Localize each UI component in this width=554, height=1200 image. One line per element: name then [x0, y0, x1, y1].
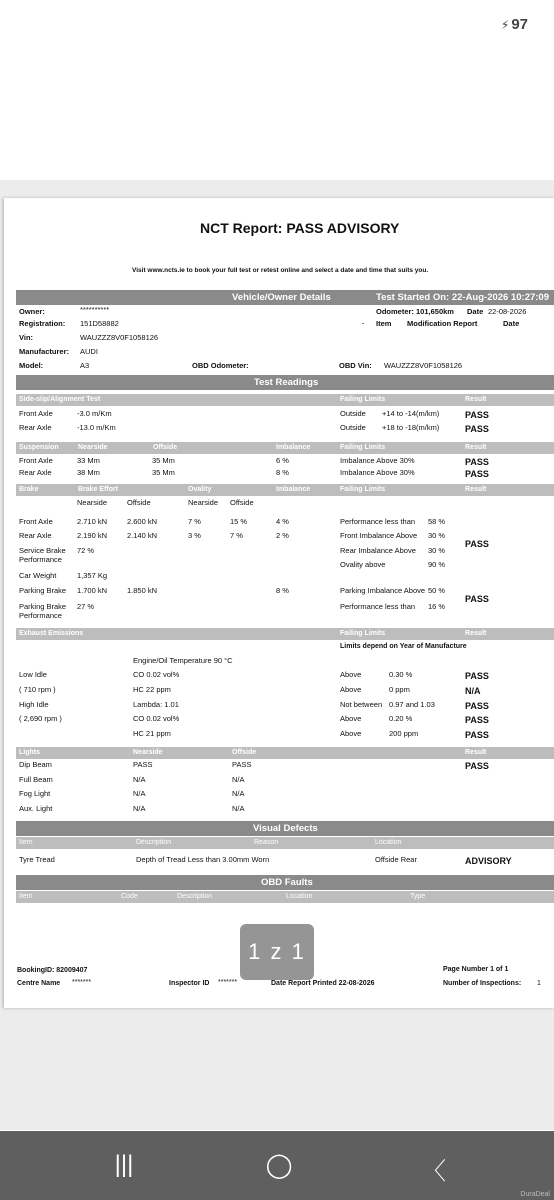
- brake-rear-off: 2.140 kN: [127, 531, 158, 540]
- brake-front-near: 2.710 kN: [77, 517, 108, 526]
- model-value: A3: [80, 361, 90, 370]
- odometer: Odometer: 101,650km: [376, 307, 454, 316]
- brake-limit-perf-value: 58 %: [428, 517, 446, 526]
- lights-row-label: Aux. Light: [19, 804, 53, 813]
- exhaust-header: [16, 628, 554, 640]
- lights-row-label: Full Beam: [19, 775, 53, 784]
- brake-rear-label: Rear Axle: [19, 531, 52, 540]
- back-icon: 〈: [422, 1158, 446, 1185]
- brake-ov-sub-offside: Offside: [230, 498, 254, 507]
- exhaust-row-result: PASS: [465, 671, 489, 681]
- home-button[interactable]: [259, 1151, 299, 1181]
- lights-row-off: PASS: [232, 760, 252, 769]
- obd-type-header: Type: [410, 893, 426, 900]
- inspector-id-label: Inspector ID: [169, 980, 210, 987]
- car-weight-value: 1,357 Kg: [77, 571, 108, 580]
- manufacturer-label: Manufacturer:: [19, 347, 70, 356]
- brake-limit-front-imb: Front Imbalance Above: [340, 531, 418, 540]
- lights-result-header: Result: [465, 749, 487, 756]
- parking-perf-label: Parking Brake Performance: [19, 602, 67, 620]
- obd-odometer-label: OBD Odometer:: [192, 361, 249, 370]
- brake-title: Brake: [19, 486, 39, 493]
- status-bar: [0, 0, 554, 50]
- modification-report: Modification Report: [407, 319, 478, 328]
- brake-rear-ov-off: 7 %: [230, 531, 243, 540]
- suspension-front-label: Front Axle: [19, 456, 53, 465]
- brake-limits-header: Failing Limits: [340, 486, 386, 493]
- date-value: 22-08-2026: [488, 307, 527, 316]
- exhaust-row-result: PASS: [465, 701, 489, 711]
- exhaust-row-compare: Not between: [340, 700, 383, 709]
- recents-button[interactable]: [104, 1151, 144, 1181]
- brake-limit-rear-imb-value: 30 %: [428, 546, 446, 555]
- parking-brake-off: 1.850 kN: [127, 586, 158, 595]
- visual-defects-bar: [16, 821, 554, 836]
- parking-limit-perf: Performance less than: [340, 602, 416, 611]
- suspension-result-header: Result: [465, 444, 487, 451]
- exhaust-row-compare: Above: [340, 729, 362, 738]
- suspension-front-imb: 6 %: [276, 456, 289, 465]
- registration-value: 151D58882: [80, 319, 119, 328]
- exhaust-row-compare: Above: [340, 714, 362, 723]
- parking-brake-result: PASS: [465, 594, 489, 604]
- service-brake-label: Service Brake Performance: [19, 546, 66, 564]
- exhaust-row-result: PASS: [465, 715, 489, 725]
- parking-brake-label: Parking Brake: [19, 586, 67, 595]
- suspension-imbalance-header: Imbalance: [276, 444, 311, 451]
- car-weight-label: Car Weight: [19, 571, 57, 580]
- sideslip-limits-header: Failing Limits: [340, 396, 386, 403]
- lights-row-near: N/A: [133, 804, 146, 813]
- sideslip-rear-label: Rear Axle: [19, 423, 52, 432]
- sideslip-front-limit: +14 to -14(m/km): [382, 409, 440, 418]
- suspension-front-off: 35 Mm: [152, 456, 175, 465]
- defect-item: Tyre Tread: [19, 855, 55, 864]
- watermark: DuraDeal: [520, 1191, 550, 1198]
- brake-limit-front-imb-value: 30 %: [428, 531, 446, 540]
- suspension-offside-header: Offside: [153, 444, 178, 451]
- lights-row-near: N/A: [133, 789, 146, 798]
- sideslip-rear-limit: +18 to -18(m/km): [382, 423, 440, 432]
- defect-description: Depth of Tread Less than 3.00mm Worn: [136, 855, 270, 864]
- exhaust-row-limit: 0.97 and 1.03: [389, 700, 435, 709]
- exhaust-row-label: ( 2,690 rpm ): [19, 714, 62, 723]
- parking-brake-imb: 8 %: [276, 586, 289, 595]
- suspension-rear-result: PASS: [465, 469, 489, 479]
- defects-header: [16, 837, 554, 849]
- brake-rear-imb: 2 %: [276, 531, 289, 540]
- brake-sub-nearside: Nearside: [77, 498, 108, 507]
- lights-row-label: Fog Light: [19, 789, 51, 798]
- sideslip-front-result: PASS: [465, 410, 489, 420]
- exhaust-row-reading: HC 22 ppm: [133, 685, 171, 694]
- sideslip-result-header: Result: [465, 396, 487, 403]
- obd-faults-bar: [16, 875, 554, 890]
- lights-row-off: N/A: [232, 775, 245, 784]
- engine-temp: Engine/Oil Temperature 90 °C: [133, 656, 233, 665]
- owner-label: Owner:: [19, 307, 45, 316]
- parking-limit-imb-value: 50 %: [428, 586, 446, 595]
- brake-ovality-header: Ovality: [188, 486, 212, 493]
- service-brake-result: PASS: [465, 539, 489, 549]
- brake-rear-ov-near: 3 %: [188, 531, 201, 540]
- brake-imbalance-header: Imbalance: [276, 486, 311, 493]
- defects-reason-header: Reason: [254, 839, 279, 846]
- exhaust-row-reading: HC 21 ppm: [133, 729, 171, 738]
- report-page: [4, 198, 554, 1008]
- exhaust-row-compare: Above: [340, 685, 362, 694]
- vehicle-owner-title: Vehicle/Owner Details: [232, 292, 331, 303]
- brake-header: [16, 484, 554, 496]
- lights-row-off: N/A: [232, 804, 245, 813]
- obd-code-header: Code: [121, 893, 138, 900]
- exhaust-row-reading: CO 0.02 vol%: [133, 670, 180, 679]
- suspension-header: [16, 442, 554, 454]
- booking-id: BookingID: 82009407: [17, 967, 88, 974]
- suspension-front-result: PASS: [465, 457, 489, 467]
- manufacturer-value: AUDI: [80, 347, 98, 356]
- report-title: NCT Report: PASS ADVISORY: [200, 220, 400, 236]
- lights-row-near: N/A: [133, 775, 146, 784]
- brake-front-ov-off: 15 %: [230, 517, 248, 526]
- sideslip-front-label: Front Axle: [19, 409, 53, 418]
- sideslip-rear-side: Outside: [340, 423, 366, 432]
- sideslip-front-value: -3.0 m/Km: [77, 409, 112, 418]
- lights-row-result: PASS: [465, 761, 489, 771]
- parking-limit-perf-value: 16 %: [428, 602, 446, 611]
- defect-result: ADVISORY: [465, 856, 512, 866]
- exhaust-row-limit: 0 ppm: [389, 685, 410, 694]
- parking-brake-near: 1.700 kN: [77, 586, 108, 595]
- centre-name-value: *******: [72, 979, 92, 986]
- visit-notice: Visit www.ncts.ie to book your full test or retest online and select a date and time that suits you.: [132, 267, 429, 274]
- mod-date-label: Date: [503, 319, 520, 328]
- brake-limit-perf: Performance less than: [340, 517, 416, 526]
- exhaust-row-limit: 0.30 %: [389, 670, 413, 679]
- sideslip-rear-value: -13.0 m/Km: [77, 423, 116, 432]
- lights-row-off: N/A: [232, 789, 245, 798]
- defects-description-header: Description: [136, 839, 172, 846]
- battery-indicator: ⚡ 97: [500, 16, 528, 33]
- brake-sub-offside: Offside: [127, 498, 151, 507]
- registration-label: Registration:: [19, 319, 66, 328]
- brake-limit-rear-imb: Rear Imbalance Above: [340, 546, 416, 555]
- defect-location: Offside Rear: [375, 855, 417, 864]
- recents-icon: |||: [114, 1151, 134, 1178]
- exhaust-row-compare: Above: [340, 670, 362, 679]
- sideslip-title: Side-slip/Alignment Test: [19, 396, 101, 403]
- lights-nearside-header: Nearside: [133, 749, 163, 756]
- suspension-rear-imb: 8 %: [276, 468, 289, 477]
- inspections-label: Number of Inspections:: [443, 980, 522, 987]
- lights-header: [16, 747, 554, 759]
- test-started: Test Started On: 22-Aug-2026 10:27:09: [376, 292, 549, 303]
- inspector-id-value: *******: [218, 979, 238, 986]
- item-label: Item: [376, 319, 392, 328]
- brake-front-label: Front Axle: [19, 517, 53, 526]
- lights-row-near: PASS: [133, 760, 153, 769]
- model-label: Model:: [19, 361, 44, 370]
- exhaust-row-result: N/A: [465, 686, 481, 696]
- home-icon: ◯: [265, 1152, 293, 1179]
- lights-row-label: Dip Beam: [19, 760, 52, 769]
- obd-description-header: Description: [177, 893, 213, 900]
- exhaust-title: Exhaust Emissions: [19, 630, 84, 637]
- exhaust-result-header: Result: [465, 630, 487, 637]
- exhaust-depend-note: Limits depend on Year of Manufacture: [340, 643, 467, 650]
- page-indicator: 1 z 1: [240, 924, 314, 980]
- charging-icon: ⚡: [500, 18, 510, 32]
- defects-item-header: Item: [19, 839, 33, 846]
- lights-title: Lights: [19, 749, 40, 756]
- date-printed: Date Report Printed 22-08-2026: [271, 980, 375, 987]
- suspension-nearside-header: Nearside: [78, 444, 108, 451]
- parking-limit-imb: Parking Imbalance Above: [340, 586, 426, 595]
- defects-location-header: Location: [375, 839, 402, 846]
- lights-offside-header: Offside: [232, 749, 257, 756]
- exhaust-row-label: ( 710 rpm ): [19, 685, 56, 694]
- brake-rear-near: 2.190 kN: [77, 531, 108, 540]
- sideslip-front-side: Outside: [340, 409, 366, 418]
- owner-value: **********: [80, 305, 110, 314]
- date-label: Date: [467, 307, 484, 316]
- brake-ov-sub-nearside: Nearside: [188, 498, 219, 507]
- brake-effort-header: Brake Effort: [78, 486, 119, 493]
- exhaust-row-limit: 200 ppm: [389, 729, 419, 738]
- visual-defects-title: Visual Defects: [253, 823, 318, 834]
- suspension-front-near: 33 Mm: [77, 456, 100, 465]
- exhaust-row-label: High Idle: [19, 700, 49, 709]
- obd-location-header: Location: [286, 893, 313, 900]
- obd-vin-value: WAUZZZ8V0F1058126: [384, 361, 463, 370]
- suspension-rear-limit: Imbalance Above 30%: [340, 468, 415, 477]
- dot: ·: [362, 319, 365, 328]
- test-readings-title: Test Readings: [254, 377, 319, 388]
- android-navbar: [0, 1131, 554, 1200]
- suspension-title: Suspension: [19, 444, 59, 451]
- exhaust-row-label: Low Idle: [19, 670, 47, 679]
- vin-label: Vin:: [19, 333, 34, 342]
- sideslip-rear-result: PASS: [465, 424, 489, 434]
- exhaust-row-limit: 0.20 %: [389, 714, 413, 723]
- brake-result-header: Result: [465, 486, 487, 493]
- exhaust-limits-header: Failing Limits: [340, 630, 386, 637]
- suspension-rear-near: 38 Mm: [77, 468, 100, 477]
- suspension-front-limit: Imbalance Above 30%: [340, 456, 415, 465]
- obd-header: [16, 891, 554, 903]
- vin-value: WAUZZZ8V0F1058126: [80, 333, 159, 342]
- brake-limit-ovality: Ovality above: [340, 560, 386, 569]
- inspections-value: 1: [537, 980, 541, 987]
- brake-front-ov-near: 7 %: [188, 517, 201, 526]
- vehicle-owner-bar: [16, 290, 554, 305]
- suspension-limits-header: Failing Limits: [340, 444, 386, 451]
- brake-limit-ovality-value: 90 %: [428, 560, 446, 569]
- obd-faults-title: OBD Faults: [261, 877, 313, 888]
- parking-perf-value: 27 %: [77, 602, 95, 611]
- exhaust-row-result: PASS: [465, 730, 489, 740]
- service-brake-value: 72 %: [77, 546, 95, 555]
- back-button[interactable]: [414, 1151, 454, 1185]
- brake-front-off: 2.600 kN: [127, 517, 158, 526]
- exhaust-row-reading: Lambda: 1.01: [133, 700, 179, 709]
- exhaust-row-reading: CO 0.02 vol%: [133, 714, 180, 723]
- centre-name-label: Centre Name: [17, 980, 61, 987]
- obd-vin-label: OBD Vin:: [339, 361, 372, 370]
- sideslip-header: [16, 394, 554, 406]
- brake-front-imb: 4 %: [276, 517, 289, 526]
- obd-item-header: Item: [19, 893, 33, 900]
- page-number: Page Number 1 of 1: [443, 966, 509, 973]
- test-readings-bar: [16, 375, 554, 390]
- suspension-rear-label: Rear Axle: [19, 468, 52, 477]
- suspension-rear-off: 35 Mm: [152, 468, 175, 477]
